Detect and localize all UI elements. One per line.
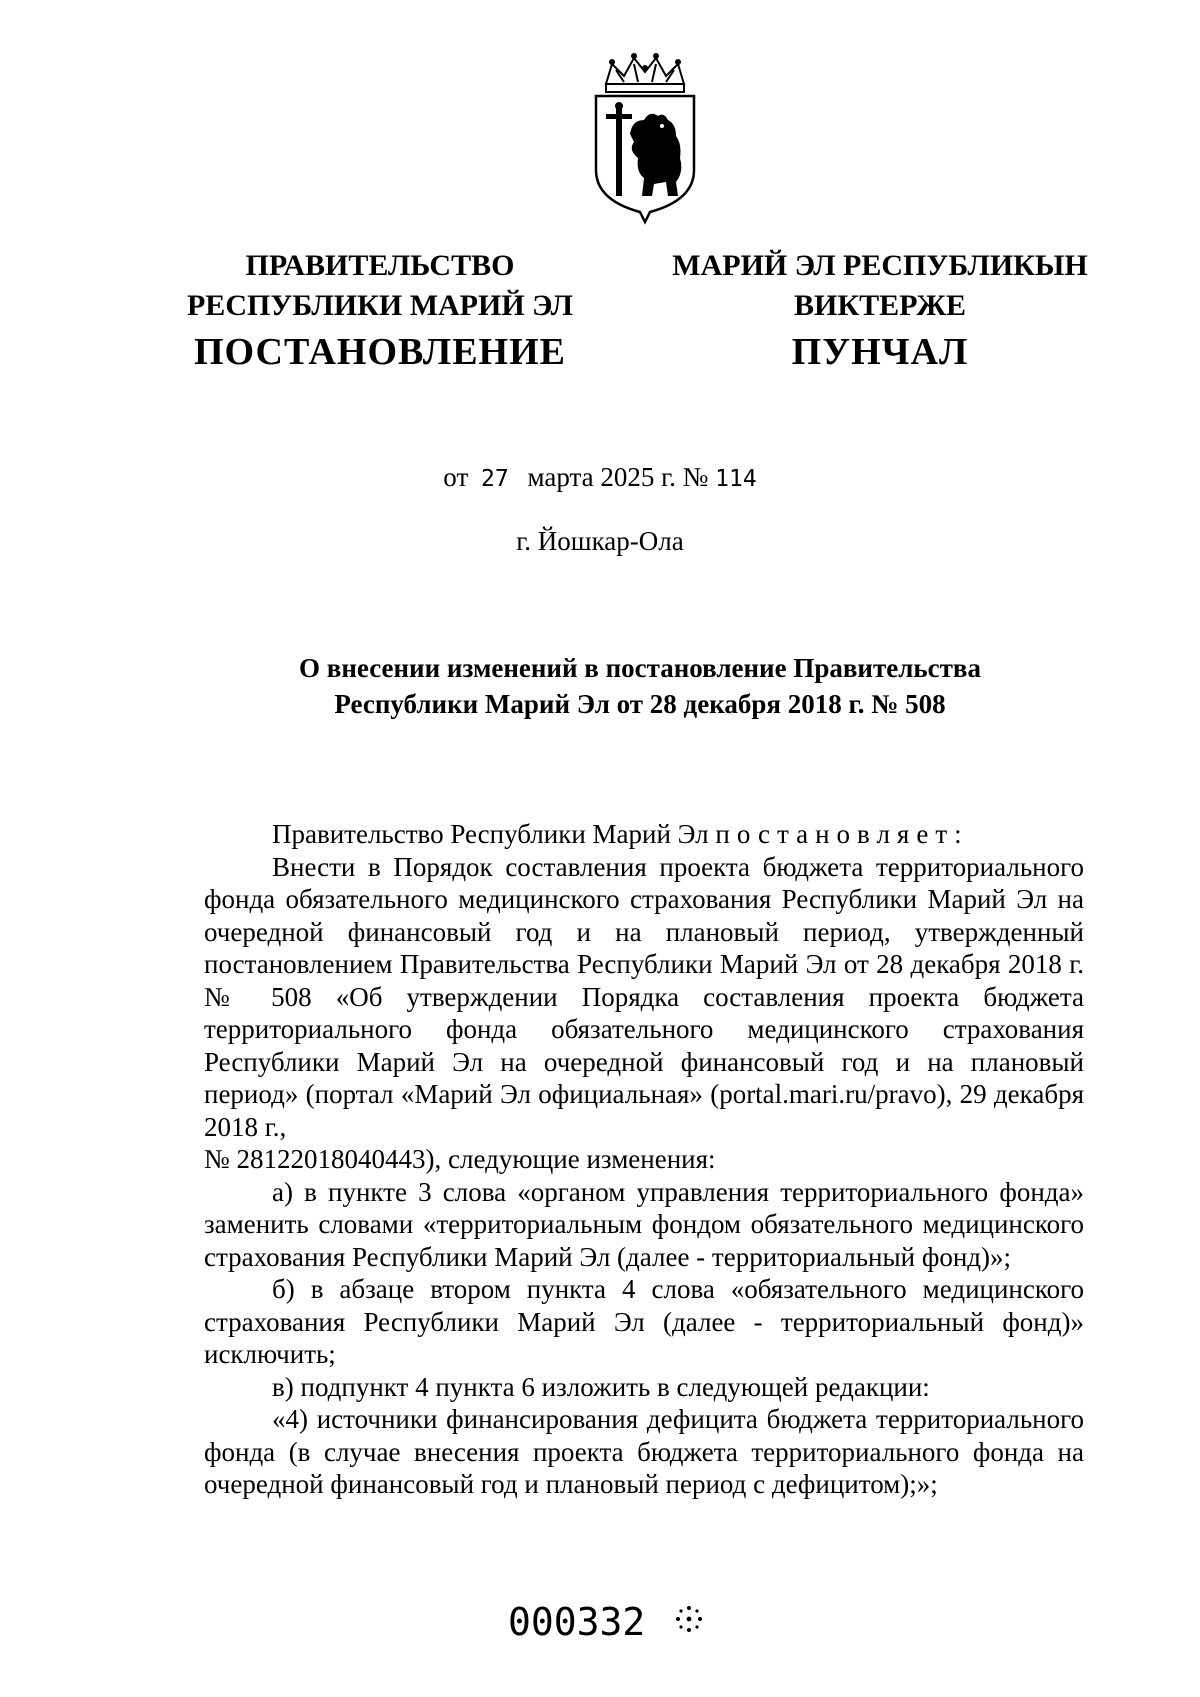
paragraph-b: б) в абзаце втором пункта 4 слова «обязательного медицинского страхования Республики Марий Эл (далее - территориальный фонд)» исключить; [204, 1274, 1084, 1369]
document-date [0, 462, 1200, 493]
header-right [650, 246, 1110, 372]
intro-paragraph [204, 818, 1084, 851]
header-right-line1: МАРИЙ ЭЛ РЕСПУБЛИКЫН [672, 249, 1088, 282]
paragraph-main-end: № 28122018040443), следующие изменения: [204, 1144, 716, 1174]
header-left-line1: ПРАВИТЕЛЬСТВО [245, 249, 515, 282]
date-prefix: от [443, 462, 469, 492]
document-city: г. Йошкар-Ола [516, 526, 684, 556]
coat-of-arms-icon [590, 50, 700, 230]
header-right-doc-type: ПУНЧАЛ [791, 331, 969, 373]
document-number: 114 [715, 466, 757, 492]
intro-subject: Правительство Республики Марий Эл [272, 819, 709, 849]
paragraph-quote: «4) источники финансирования дефицита бюджета территориального фонда (в случае внесения проекта бюджета территориального фонда на очередной финансовый год и плановый период с дефицитом);»; [204, 1404, 1084, 1499]
paragraph-main: Внести в Порядок составления проекта бюджета территориального фонда обязательного медицинского страхования Республики Марий Эл на очередной финансовый год и на плановый период, утвержденный постановлением Правительства Республики Марий Эл от 28 декабря 2018 г. № 508 «Об утверждении Порядка составления проекта бюджета территориального фонда обязательного медицинского страхования Республики Марий Эл на очередной финансовый год и на плановый период» (портал «Марий Эл официальная» (portal.mari.ru/pravo), 29 декабря 2018 г., [204, 851, 1084, 1142]
ornament-icon [674, 1604, 704, 1634]
date-day: 27 [481, 466, 509, 492]
intro-verb: постановляет: [715, 819, 969, 849]
title-line2: Республики Марий Эл от 28 декабря 2018 г. № 508 [334, 689, 946, 719]
form-serial-number: 000332 [508, 1600, 646, 1644]
paragraph-v: в) подпункт 4 пункта 6 изложить в следующей редакции: [272, 1371, 930, 1402]
document-title [200, 650, 1080, 722]
date-month-year: марта 2025 г. № [527, 462, 709, 492]
title-line1: О внесении изменений в постановление Правительства [299, 653, 981, 683]
document-body [204, 818, 1084, 1501]
header-right-line2: ВИКТЕРЖЕ [793, 289, 967, 322]
header-left-doc-type: ПОСТАНОВЛЕНИЕ [193, 331, 567, 373]
header-left [170, 246, 590, 372]
paragraph-a: а) в пункте 3 слова «органом управления территориального фонда» заменить словами «территориальным фондом обязательного медицинского страхования Республики Марий Эл (далее - территориальный фонд)»; [204, 1176, 1084, 1272]
header-left-line2: РЕСПУБЛИКИ МАРИЙ ЭЛ [186, 289, 573, 322]
